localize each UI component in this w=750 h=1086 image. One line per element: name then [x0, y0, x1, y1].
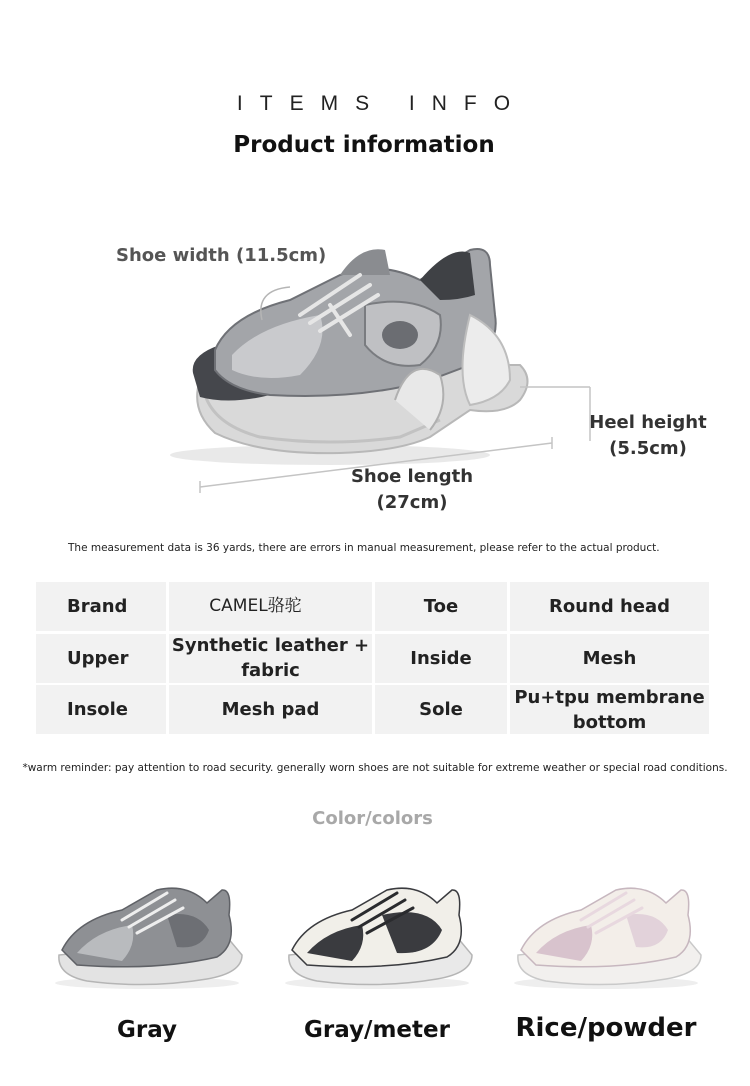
variant-name: Rice/powder: [515, 1013, 697, 1043]
warm-reminder: *warm reminder: pay attention to road security. generally worn shoes are not suitable for extreme weather or special road conditions.: [22, 762, 728, 774]
measurement-note: The measurement data is 36 yards, there are errors in manual measurement, please refer to the actual product.: [68, 542, 660, 554]
color-variant-gray[interactable]: [37, 875, 257, 1043]
heel-height-label: [586, 410, 710, 462]
shoe-width-label: Shoe width (11.5cm): [116, 245, 327, 266]
variant-name: Gray: [116, 1017, 178, 1043]
spec-label: Sole: [375, 685, 507, 734]
spec-label: Brand: [36, 582, 166, 631]
heel-height-title: Heel height: [589, 412, 707, 433]
page-title: Product information: [233, 132, 495, 158]
spec-value: Synthetic leather + fabric: [169, 634, 372, 683]
shoe-thumbnail: [267, 875, 487, 1005]
shoe-length-value: (27cm): [376, 492, 448, 513]
spec-value: Mesh: [510, 634, 709, 683]
items-info-heading: ITEMS INFO: [236, 92, 528, 115]
spec-value: Pu+tpu membrane bottom: [510, 685, 709, 734]
shoe-length-label: [330, 464, 494, 516]
spec-label: Toe: [375, 582, 507, 631]
shoe-thumbnail: [37, 875, 257, 1005]
spec-value: Round head: [510, 582, 709, 631]
spec-table: [36, 582, 712, 737]
color-variant-rice-powder[interactable]: [496, 875, 716, 1043]
shoe-thumbnail: [496, 875, 716, 1005]
spec-value: CAMEL骆驼: [169, 582, 372, 631]
spec-label: Insole: [36, 685, 166, 734]
variant-name: Gray/meter: [304, 1017, 450, 1043]
spec-row: [36, 634, 712, 683]
heel-height-value: (5.5cm): [609, 438, 687, 459]
spec-label: Upper: [36, 634, 166, 683]
colors-heading: Color/colors: [312, 808, 433, 829]
spec-value: Mesh pad: [169, 685, 372, 734]
spec-row: [36, 685, 712, 734]
spec-row: [36, 582, 712, 631]
shoe-length-title: Shoe length: [350, 466, 474, 487]
spec-label: Inside: [375, 634, 507, 683]
color-variant-gray-meter[interactable]: [267, 875, 487, 1043]
